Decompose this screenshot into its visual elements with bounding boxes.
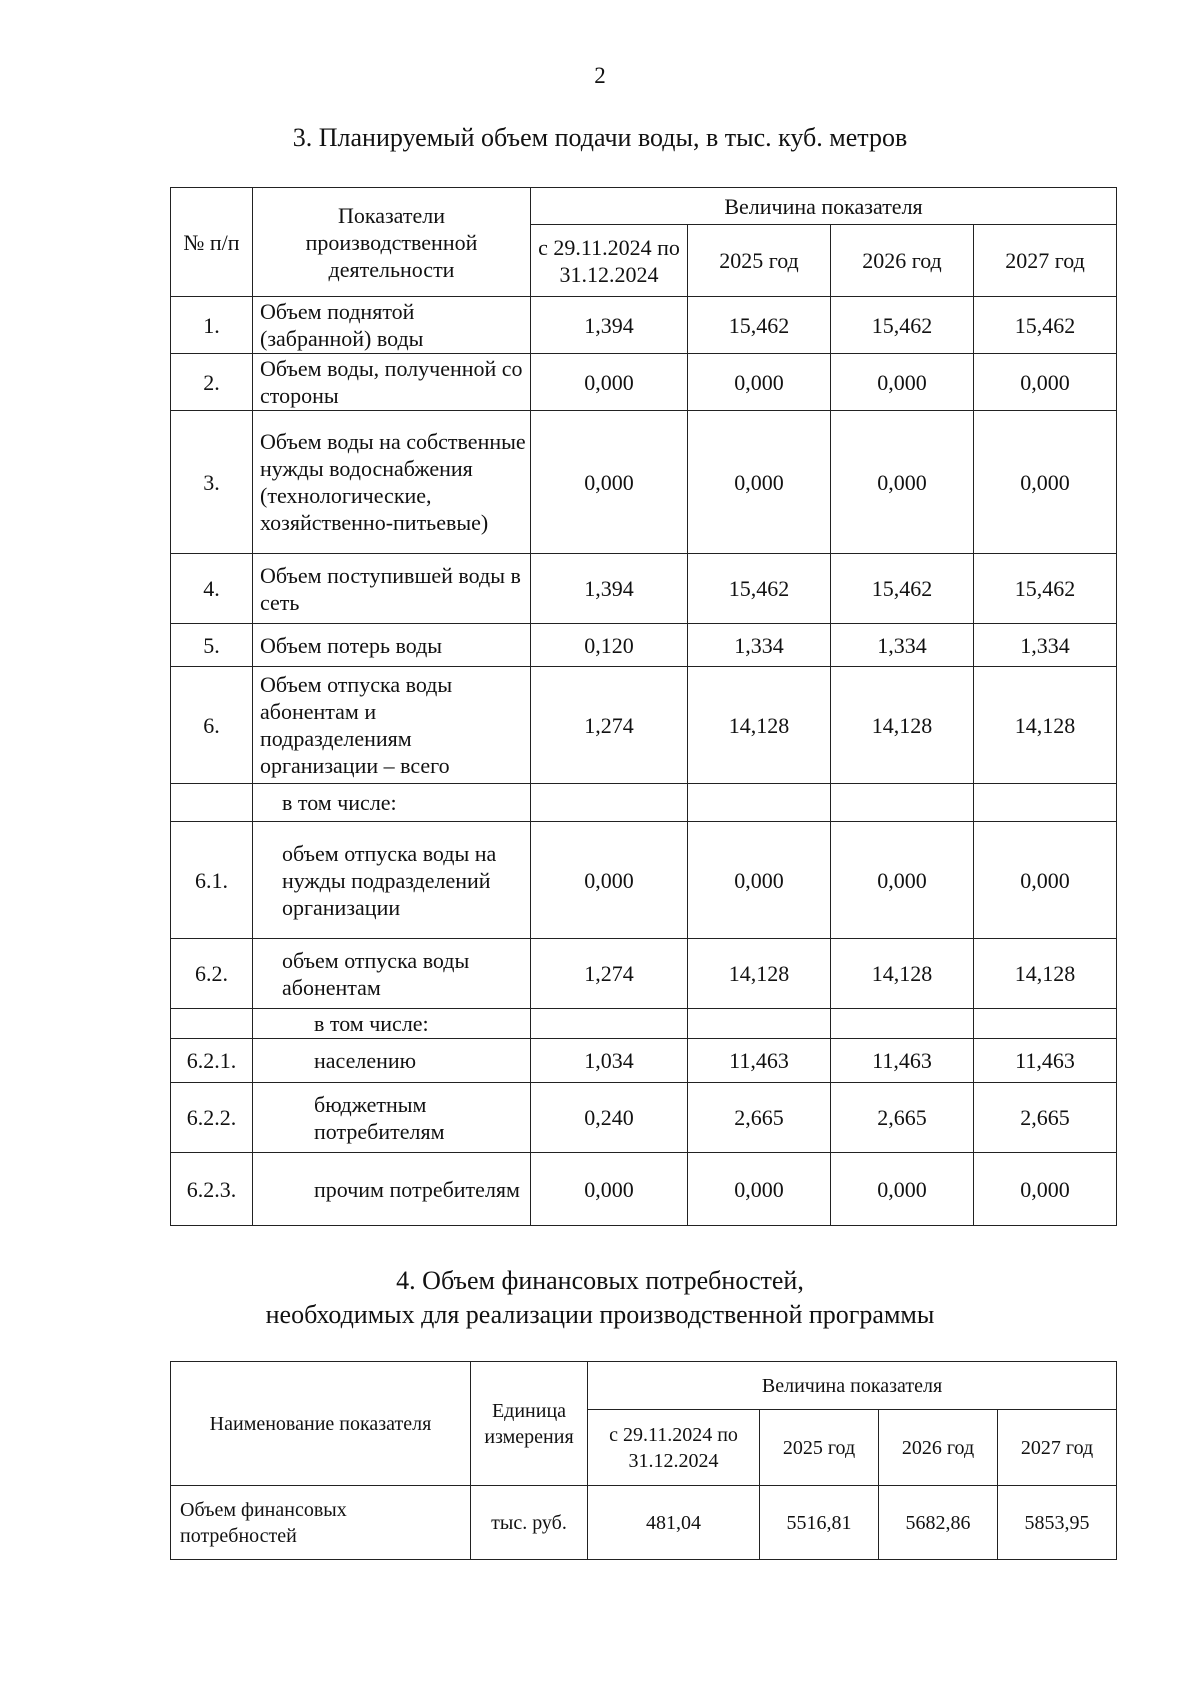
header-2026: 2026 год xyxy=(831,225,974,297)
value-2025: 1,334 xyxy=(688,624,831,667)
row-unit: тыс. руб. xyxy=(471,1486,588,1560)
value-2025: 14,128 xyxy=(688,939,831,1009)
value-period: 0,000 xyxy=(531,411,688,554)
value-2027 xyxy=(974,1009,1117,1039)
value-2025: 11,463 xyxy=(688,1039,831,1083)
header-2025: 2025 год xyxy=(688,225,831,297)
water-supply-table xyxy=(170,187,1117,1226)
section-4-title-line-1: 4. Объем финансовых потребностей, xyxy=(396,1266,804,1295)
value-2027: 2,665 xyxy=(974,1083,1117,1153)
table-row xyxy=(171,354,1117,411)
row-name: Объем поступившей воды в сеть xyxy=(253,554,531,624)
header-value-group: Величина показателя xyxy=(588,1362,1117,1410)
row-num xyxy=(171,784,253,822)
value-2027: 0,000 xyxy=(974,822,1117,939)
row-num: 6. xyxy=(171,667,253,784)
table-row xyxy=(171,939,1117,1009)
table-row xyxy=(171,667,1117,784)
table-row xyxy=(171,784,1117,822)
value-2025: 5516,81 xyxy=(760,1486,879,1560)
value-2025: 0,000 xyxy=(688,822,831,939)
row-num: 6.1. xyxy=(171,822,253,939)
row-name: в том числе: xyxy=(253,784,531,822)
value-2025: 0,000 xyxy=(688,354,831,411)
value-period: 0,120 xyxy=(531,624,688,667)
value-period: 0,240 xyxy=(531,1083,688,1153)
header-2025: 2025 год xyxy=(760,1410,879,1486)
value-2026: 15,462 xyxy=(831,554,974,624)
value-2025: 2,665 xyxy=(688,1083,831,1153)
value-2026 xyxy=(831,1009,974,1039)
value-period xyxy=(531,784,688,822)
row-name: объем отпуска воды абонентам xyxy=(253,939,531,1009)
value-period: 1,034 xyxy=(531,1039,688,1083)
value-2027: 1,334 xyxy=(974,624,1117,667)
value-2027: 15,462 xyxy=(974,554,1117,624)
table-row xyxy=(171,822,1117,939)
value-2027 xyxy=(974,784,1117,822)
value-2026: 5682,86 xyxy=(879,1486,998,1560)
value-2027: 14,128 xyxy=(974,939,1117,1009)
value-2025: 14,128 xyxy=(688,667,831,784)
header-2027: 2027 год xyxy=(998,1410,1117,1486)
row-num: 4. xyxy=(171,554,253,624)
value-2025: 0,000 xyxy=(688,1153,831,1226)
value-2027: 14,128 xyxy=(974,667,1117,784)
value-period: 1,394 xyxy=(531,554,688,624)
row-name: Объем финансовых потребностей xyxy=(171,1486,471,1560)
value-period: 1,394 xyxy=(531,297,688,354)
value-2025: 15,462 xyxy=(688,554,831,624)
table-row xyxy=(171,411,1117,554)
row-name: в том числе: xyxy=(253,1009,531,1039)
value-2027: 0,000 xyxy=(974,411,1117,554)
value-2026: 2,665 xyxy=(831,1083,974,1153)
value-period: 481,04 xyxy=(588,1486,760,1560)
value-2025 xyxy=(688,784,831,822)
row-num: 6.2.2. xyxy=(171,1083,253,1153)
header-period: с 29.11.2024 по 31.12.2024 xyxy=(531,225,688,297)
value-period: 1,274 xyxy=(531,939,688,1009)
value-2026: 1,334 xyxy=(831,624,974,667)
page-number: 2 xyxy=(594,63,606,88)
table-row xyxy=(171,1153,1117,1226)
table-row xyxy=(171,1083,1117,1153)
row-name: Объем потерь воды xyxy=(253,624,531,667)
value-2026: 11,463 xyxy=(831,1039,974,1083)
header-unit: Единица измерения xyxy=(471,1362,588,1486)
value-period: 0,000 xyxy=(531,822,688,939)
value-2027: 0,000 xyxy=(974,354,1117,411)
row-num: 3. xyxy=(171,411,253,554)
table-row xyxy=(171,1486,1117,1560)
table-row xyxy=(171,624,1117,667)
value-period: 0,000 xyxy=(531,354,688,411)
value-2026 xyxy=(831,784,974,822)
table-row xyxy=(171,554,1117,624)
header-num: № п/п xyxy=(171,188,253,297)
financial-needs-table xyxy=(170,1361,1117,1560)
value-period xyxy=(531,1009,688,1039)
value-2026: 15,462 xyxy=(831,297,974,354)
row-num: 1. xyxy=(171,297,253,354)
section-4-title xyxy=(0,1264,1200,1332)
row-num: 6.2.3. xyxy=(171,1153,253,1226)
row-num: 2. xyxy=(171,354,253,411)
row-num: 5. xyxy=(171,624,253,667)
value-period: 1,274 xyxy=(531,667,688,784)
value-2027: 11,463 xyxy=(974,1039,1117,1083)
section-4-title-line-2: необходимых для реализации производственной программы xyxy=(265,1300,935,1329)
value-2025: 15,462 xyxy=(688,297,831,354)
row-num: 6.2. xyxy=(171,939,253,1009)
table-row xyxy=(171,1039,1117,1083)
row-name: объем отпуска воды на нужды подразделений организации xyxy=(253,822,531,939)
header-period: с 29.11.2024 по 31.12.2024 xyxy=(588,1410,760,1486)
value-2026: 0,000 xyxy=(831,822,974,939)
header-name: Наименование показателя xyxy=(171,1362,471,1486)
value-2026: 0,000 xyxy=(831,1153,974,1226)
section-3-title: 3. Планируемый объем подачи воды, в тыс. куб. метров xyxy=(292,123,908,152)
header-indicator: Показатели производственной деятельности xyxy=(253,188,531,297)
value-2027: 15,462 xyxy=(974,297,1117,354)
row-name: прочим потребителям xyxy=(253,1153,531,1226)
row-num xyxy=(171,1009,253,1039)
value-period: 0,000 xyxy=(531,1153,688,1226)
value-2025 xyxy=(688,1009,831,1039)
row-name: Объем поднятой (забранной) воды xyxy=(253,297,531,354)
header-2027: 2027 год xyxy=(974,225,1117,297)
row-name: населению xyxy=(253,1039,531,1083)
row-name: Объем воды, полученной со стороны xyxy=(253,354,531,411)
row-name: Объем отпуска воды абонентам и подразделениям организации – всего xyxy=(253,667,531,784)
value-2027: 5853,95 xyxy=(998,1486,1117,1560)
header-value-group: Величина показателя xyxy=(531,188,1117,225)
value-2027: 0,000 xyxy=(974,1153,1117,1226)
table-row xyxy=(171,297,1117,354)
value-2025: 0,000 xyxy=(688,411,831,554)
header-2026: 2026 год xyxy=(879,1410,998,1486)
row-name: Объем воды на собственные нужды водоснабжения (технологические, хозяйственно-питьевые) xyxy=(253,411,531,554)
value-2026: 14,128 xyxy=(831,667,974,784)
value-2026: 14,128 xyxy=(831,939,974,1009)
value-2026: 0,000 xyxy=(831,411,974,554)
table-row xyxy=(171,1009,1117,1039)
value-2026: 0,000 xyxy=(831,354,974,411)
row-name: бюджетным потребителям xyxy=(253,1083,531,1153)
row-num: 6.2.1. xyxy=(171,1039,253,1083)
